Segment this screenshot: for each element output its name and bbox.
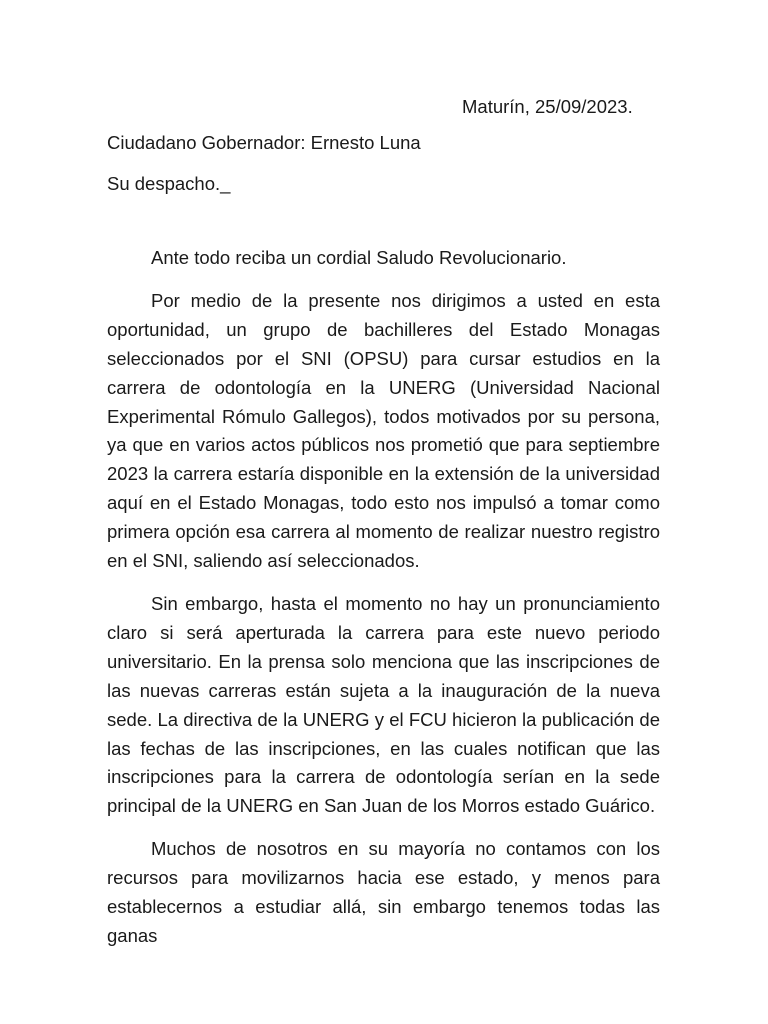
paragraph-introduction: Por medio de la presente nos dirigimos a usted en esta oportunidad, un grupo de bachilleres del Estado Monagas seleccionados por el SNI (OPSU) para cursar estudios en la carrera de odontología en la UNERG (Universidad Nacional Experimental Rómulo Gallegos), todos motivados por su persona, ya que en varios actos públicos nos prometió que para septiembre 2023 la carrera estaría disponible en la extensión de la universidad aquí en el Estado Monagas, todo esto nos impulsó a tomar como primera opción esa carrera al momento de realizar nuestro registro en el SNI, saliendo así seleccionados. <box>107 289 660 572</box>
letter-date: Maturín, 25/09/2023. <box>462 96 633 117</box>
letter-office: Su despacho._ <box>107 173 231 194</box>
letter-recipient: Ciudadano Gobernador: Ernesto Luna <box>107 132 421 153</box>
paragraph-situation: Sin embargo, hasta el momento no hay un pronunciamiento claro si será aperturada la carrera para este nuevo periodo universitario. En la prensa solo menciona que las inscripciones de las nuevas carreras están sujeta a la inauguración de la nueva sede. La directiva de la UNERG y el FCU hicieron la publicación de las fechas de las inscripciones, en las cuales notifican que las inscripciones para la carrera de odontología serían en la sede principal de la UNERG en San Juan de los Morros estado Guárico. <box>107 592 660 817</box>
paragraph-resources: Muchos de nosotros en su mayoría no contamos con los recursos para movilizarnos hacia ese estado, y menos para establecernos a estudiar allá, sin embargo tenemos todas las ganas <box>107 838 660 946</box>
paragraph-greeting: Ante todo reciba un cordial Saludo Revolucionario. <box>151 247 567 268</box>
letter-body <box>107 244 660 965</box>
